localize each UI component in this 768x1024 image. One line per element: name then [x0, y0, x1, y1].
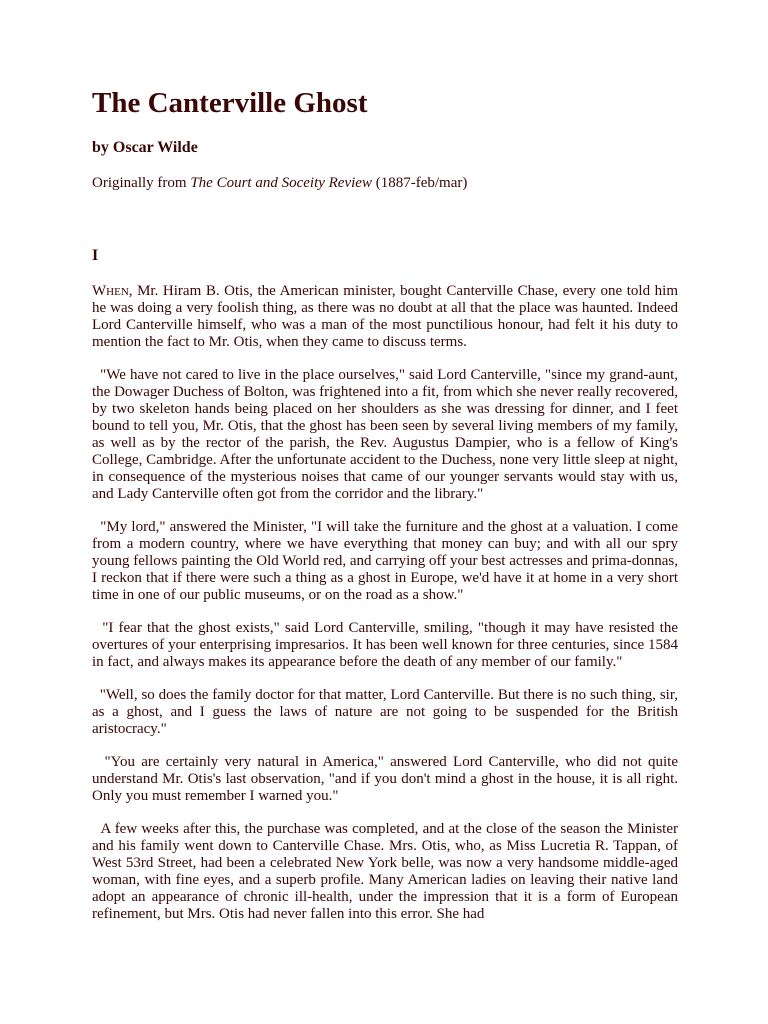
author-byline: by Oscar Wilde: [92, 139, 198, 156]
paragraph-5: "Well, so does the family doctor for that matter, Lord Canterville. But there is no such thing, sir, as a ghost, and I guess the laws of nature are not going to be suspended for the British aristocracy.": [92, 687, 678, 737]
paragraph-1: [92, 283, 678, 351]
paragraph-6: "You are certainly very natural in America," answered Lord Canterville, who did not quite understand Mr. Otis's last observation, "and if you don't mind a ghost in the house, it is all right. Only you must remember I warned you.": [92, 754, 678, 804]
paragraph-4: "I fear that the ghost exists," said Lord Canterville, smiling, "though it may have resisted the overtures of your enterprising impresarios. It has been well known for three centuries, since 1584 in fact, and always makes its appearance before the death of any member of our family.": [92, 620, 678, 670]
publication-name: The Court and Soceity Review: [190, 175, 372, 191]
paragraph-2: "We have not cared to live in the place ourselves," said Lord Canterville, "since my grand-aunt, the Dowager Duchess of Bolton, was frightened into a fit, from which she never really recovered, by two skeleton hands being placed on her shoulders as she was dressing for dinner, and I feet bound to tell you, Mr. Otis, that the ghost has been seen by several living members of my family, as well as by the rector of the parish, the Rev. Augustus Dampier, who is a fellow of King's College, Cambridge. After the unfortunate accident to the Duchess, none very little sleep at night, in consequence of the mysterious noises that came of our younger servants would stay with us, and Lady Canterville often got from the corridor and the library.": [92, 367, 678, 502]
paragraph-dropword: When: [92, 283, 129, 299]
origin-prefix: Originally from: [92, 175, 191, 191]
paragraph-1-text: , Mr. Hiram B. Otis, the American minister, bought Canterville Chase, every one told him he was doing a very foolish thing, as there was no doubt at all that the place was haunted. Indeed Lord Canterville himself, who was a man of the most punctilious honour, had felt it his duty to mention the fact to Mr. Otis, when they came to discuss terms.: [92, 283, 678, 350]
publication-origin: [92, 173, 678, 193]
chapter-heading: I: [92, 247, 99, 264]
origin-date: (1887-feb/mar): [371, 175, 468, 191]
paragraph-3: "My lord," answered the Minister, "I will take the furniture and the ghost at a valuation. I come from a modern country, where we have everything that money can buy; and with all our spry young fellows painting the Old World red, and carrying off your best actresses and prima-donnas, I reckon that if there were such a thing as a ghost in Europe, we'd have it at home in a very short time in one of our public museums, or on the road as a show.": [92, 519, 678, 603]
document-page: [92, 84, 678, 923]
document-title: The Canterville Ghost: [92, 87, 368, 119]
paragraph-7: A few weeks after this, the purchase was completed, and at the close of the season the Minister and his family went down to Canterville Chase. Mrs. Otis, who, as Miss Lucretia R. Tappan, of West 53rd Street, had been a celebrated New York belle, was now a very handsome middle-aged woman, with fine eyes, and a superb profile. Many American ladies on leaving their native land adopt an appearance of chronic ill-health, under the impression that it is a form of European refinement, but Mrs. Otis had never fallen into this error. She had: [92, 821, 678, 922]
